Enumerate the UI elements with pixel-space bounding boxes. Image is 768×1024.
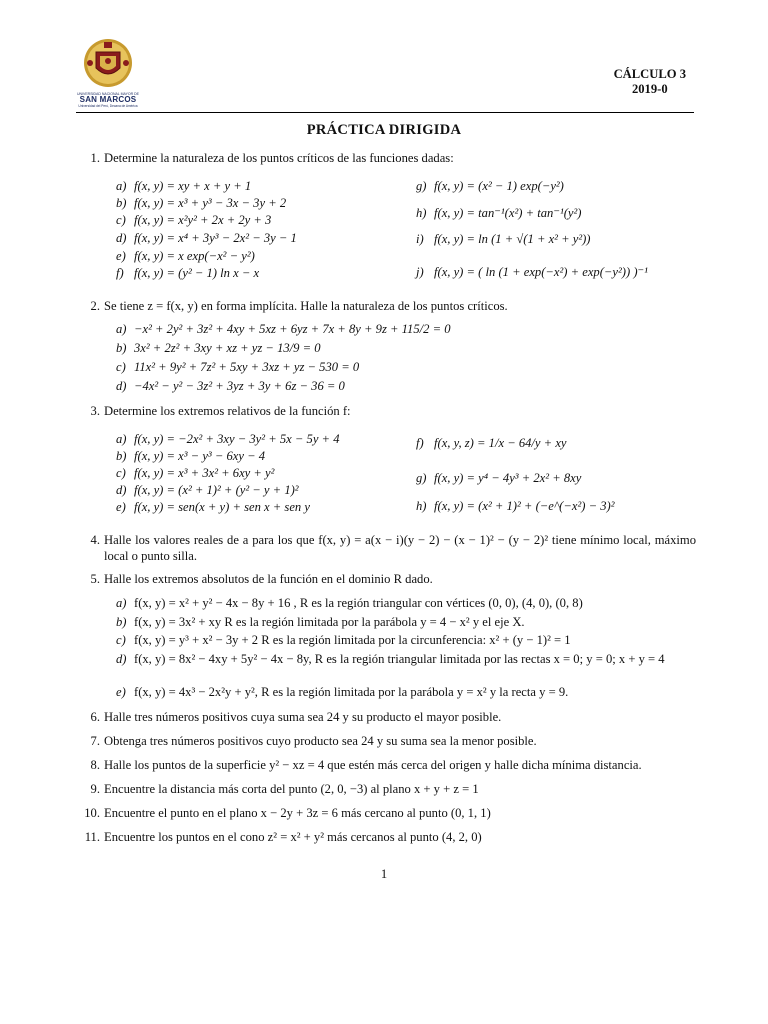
item-expression: f(x, y) = y⁴ − 4y³ + 2x² + 8xy	[434, 471, 582, 485]
list-item	[416, 498, 614, 514]
problem-text: Halle los puntos de la superficie y² − xz = 4 que estén más cerca del origen y halle dicha mínima distancia.	[104, 758, 642, 772]
item-expression: f(x, y) = y³ + x² − 3y + 2 R es la región limitada por la circunferencia: x² + (y − 1)² = 1	[134, 633, 571, 647]
item-label: f)	[416, 436, 424, 450]
problem-number: 3.	[90, 404, 100, 418]
list-item	[116, 340, 321, 356]
item-label: g)	[416, 471, 427, 485]
list-item	[116, 482, 299, 498]
item-label: c)	[116, 633, 126, 647]
list-item	[116, 248, 255, 264]
item-expression: f(x, y) = (x² + 1)² + (−e^(−x²) − 3)²	[434, 499, 615, 513]
item-expression: f(x, y, z) = 1/x − 64/y + xy	[434, 436, 567, 450]
problem-text: Encuentre el punto en el plano x − 2y + 3z = 6 más cercano al punto (0, 1, 1)	[104, 806, 491, 820]
problem-text: Obtenga tres números positivos cuyo producto sea 24 y su suma sea la menor posible.	[104, 734, 537, 748]
problem-number: 10.	[84, 806, 100, 820]
list-item	[116, 195, 286, 211]
item-label: b)	[116, 196, 127, 210]
problem-text: Encuentre la distancia más corta del punto (2, 0, −3) al plano x + y + z = 1	[104, 782, 479, 796]
list-item	[116, 178, 251, 194]
list-item	[416, 231, 591, 247]
item-label: b)	[116, 449, 127, 463]
item-label: c)	[116, 213, 126, 227]
item-expression: f(x, y) = x³ − y³ − 6xy − 4	[134, 449, 266, 463]
item-label: b)	[116, 341, 127, 355]
item-expression: f(x, y) = (x² − 1) exp(−y²)	[434, 179, 564, 193]
item-label: b)	[116, 615, 127, 629]
problem-text: Halle tres números positivos cuya suma sea 24 y su producto el mayor posible.	[104, 710, 502, 724]
problem-number: 11.	[84, 830, 100, 844]
list-item	[116, 632, 571, 648]
item-label: a)	[116, 432, 127, 446]
list-item	[116, 230, 297, 246]
item-label: e)	[116, 249, 126, 263]
problem-number: 1.	[90, 151, 100, 165]
item-label: c)	[116, 466, 126, 480]
list-item	[116, 265, 259, 281]
problem-text: Halle los extremos absolutos de la función en el dominio R dado.	[104, 572, 433, 586]
university-seal-logo	[76, 36, 140, 108]
item-expression: 3x² + 2z² + 3xy + xz + yz − 13/9 = 0	[134, 341, 321, 355]
header	[76, 36, 694, 112]
item-expression: f(x, y) = −2x² + 3xy − 3y² + 5x − 5y + 4	[134, 432, 340, 446]
item-label: d)	[116, 483, 127, 497]
page-title: PRÁCTICA DIRIGIDA	[306, 122, 462, 138]
problem-text: Determine los extremos relativos de la función f:	[104, 404, 351, 418]
item-expression: f(x, y) = 3x² + xy R es la región limitada por la parábola y = 4 − x² y el eje X.	[134, 615, 525, 629]
item-expression: f(x, y) = x exp(−x² − y²)	[134, 249, 255, 263]
item-expression: f(x, y) = x² + y² − 4x − 8y + 16 , R es la región triangular con vértices (0, 0), (4, 0), (0, 8)	[134, 596, 583, 610]
item-expression: f(x, y) = (y² − 1) ln x − x	[134, 266, 260, 280]
item-label: j)	[416, 265, 424, 279]
item-expression: f(x, y) = x²y² + 2x + 2y + 3	[134, 213, 272, 227]
list-item	[116, 448, 265, 464]
problem-number: 7.	[90, 734, 100, 748]
list-item	[116, 651, 696, 667]
problem-text: Se tiene z = f(x, y) en forma implícita. Halle la naturaleza de los puntos críticos.	[104, 299, 508, 313]
item-expression: f(x, y) = x³ + 3x² + 6xy + y²	[134, 466, 275, 480]
item-label: h)	[416, 206, 427, 220]
item-expression: f(x, y) = (x² + 1)² + (y² − y + 1)²	[134, 483, 299, 497]
course-term: 2019-0	[631, 82, 668, 96]
item-label: e)	[116, 500, 126, 514]
item-label: a)	[116, 596, 127, 610]
problem-number: 4.	[90, 533, 100, 547]
list-item	[116, 321, 451, 337]
list-item	[416, 264, 648, 280]
page-number: 1	[380, 867, 388, 881]
problem-number: 2.	[90, 299, 100, 313]
item-label: f)	[116, 266, 124, 280]
item-expression: f(x, y) = ln (1 + √(1 + x² + y²))	[434, 232, 591, 246]
item-expression: f(x, y) = 4x³ − 2x²y + y², R es la región limitada por la parábola y = x² y la recta y = 9.	[134, 685, 569, 699]
item-label: d)	[116, 231, 127, 245]
item-expression: 11x² + 9y² + 7z² + 5xy + 3xz + yz − 530 = 0	[134, 360, 360, 374]
logo-caption-top: UNIVERSIDAD NACIONAL MAYOR DE	[76, 92, 140, 96]
item-label: d)	[116, 652, 127, 666]
list-item	[116, 499, 310, 515]
item-label: a)	[116, 322, 127, 336]
problem-text: Halle los valores reales de a para los que f(x, y) = a(x − i)(y − 2) − (x − 1)² − (y − 2)² tiene mínimo local, máximo local o punto silla.	[104, 533, 696, 564]
item-expression: −x² + 2y² + 3z² + 4xy + 5xz + 6yz + 7x + 8y + 9z + 115/2 = 0	[134, 322, 451, 336]
item-expression: f(x, y) = ( ln (1 + exp(−x²) + exp(−y²)) )⁻¹	[434, 265, 648, 279]
problem-number: 8.	[90, 758, 100, 772]
list-item	[116, 378, 345, 394]
item-label: d)	[116, 379, 127, 393]
item-label: g)	[416, 179, 427, 193]
item-label: a)	[116, 179, 127, 193]
item-expression: f(x, y) = sen(x + y) + sen x + sen y	[134, 500, 310, 514]
problem-number: 5.	[90, 572, 100, 586]
list-item	[416, 205, 582, 221]
item-expression: −4x² − y² − 3z² + 3yz + 3y + 6z − 36 = 0	[134, 379, 345, 393]
problem-text: Encuentre los puntos en el cono z² = x² + y² más cercanos al punto (4, 2, 0)	[104, 830, 482, 844]
item-expression: f(x, y) = tan⁻¹(x²) + tan⁻¹(y²)	[434, 206, 582, 220]
list-item	[416, 435, 567, 451]
list-item	[116, 359, 359, 375]
item-expression: f(x, y) = x⁴ + 3y³ − 2x² − 3y − 1	[134, 231, 297, 245]
list-item	[116, 431, 340, 447]
item-label: e)	[116, 685, 126, 699]
item-expression: f(x, y) = x³ + y³ − 3x − 3y + 2	[134, 196, 287, 210]
logo-caption-motto: Universidad del Perú, Decana de América	[78, 104, 138, 108]
item-label: i)	[416, 232, 424, 246]
list-item	[416, 178, 564, 194]
list-item	[116, 614, 525, 630]
list-item	[116, 212, 271, 228]
item-expression: f(x, y) = 8x² − 4xy + 5y² − 4x − 8y, R es la región triangular limitada por las rectas x = 0; y = 0; x + y = 4	[134, 652, 665, 666]
item-label: h)	[416, 499, 427, 513]
problem-text: Determine la naturaleza de los puntos críticos de las funciones dadas:	[104, 151, 454, 165]
list-item	[416, 470, 581, 486]
problem-number: 6.	[90, 710, 100, 724]
logo-caption-name: SAN MARCOS	[79, 95, 137, 104]
list-item	[116, 465, 274, 481]
list-item	[116, 684, 568, 700]
problem-number: 9.	[90, 782, 100, 796]
course-info	[614, 67, 686, 97]
course-name: CÁLCULO 3	[613, 67, 686, 81]
item-label: c)	[116, 360, 126, 374]
item-expression: f(x, y) = xy + x + y + 1	[134, 179, 252, 193]
list-item	[116, 595, 583, 611]
header-divider	[76, 112, 694, 113]
